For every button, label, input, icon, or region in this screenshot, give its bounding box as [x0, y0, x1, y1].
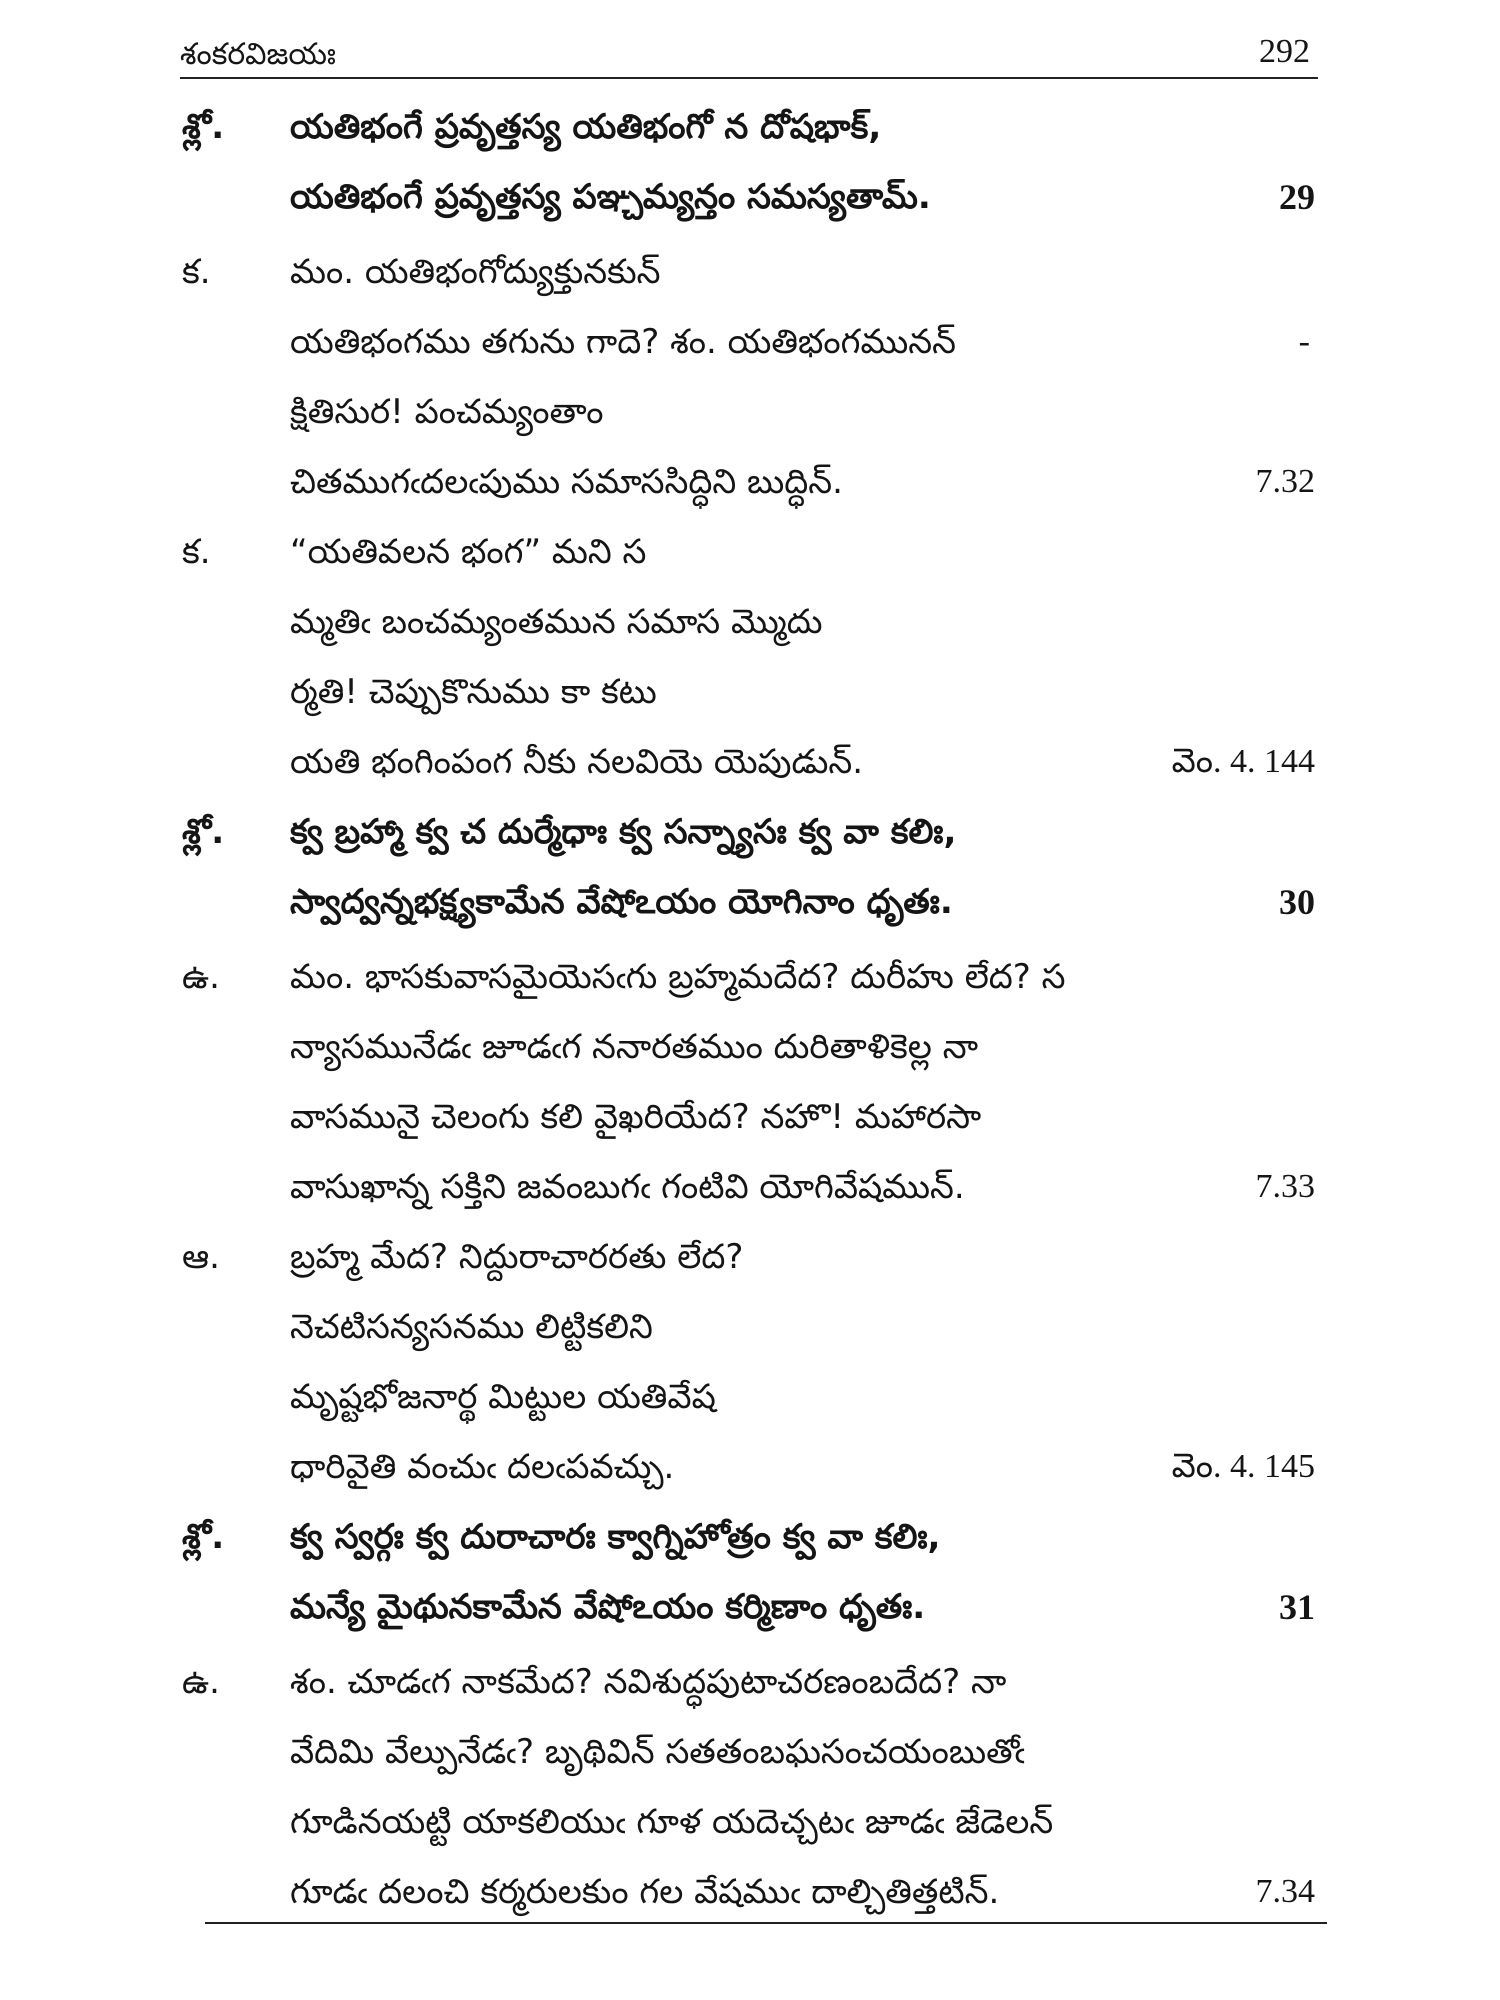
- verse-line: మ్మతిఁ బంచమ్యంతమున సమాస మ్మొదు: [290, 602, 823, 642]
- verse-line: యతి భంగింపంగ నీకు నలవియె యెపుడున్.: [290, 742, 864, 782]
- verse-line: వాసుఖాన్న సక్తిని జవంబుగఁ గంటివి యోగివేషమున్.: [290, 1167, 965, 1207]
- verse-line: వాసమునై చెలంగు కలి వైఖరియేద? నహొ! మహారసా: [290, 1097, 982, 1137]
- verse-line: చితముగఁదలఁపుము సమాససిద్ధిని బుద్ధిన్.: [290, 462, 843, 502]
- verse-line: వేదిమి వేల్పునేడఁ? బృథివిన్ సతతంబఘసంచయంబుతోఁ: [290, 1732, 1025, 1772]
- verse-line: యతిభంగే ప్రవృత్తస్య యతిభంగో న దోషభాక్,: [290, 107, 882, 147]
- verse-meter-marker: ఉ.: [182, 1662, 220, 1702]
- verse-line: మన్యే మైథునకామేన వేషోఽయం కర్మిణాం ధృతః.: [290, 1587, 926, 1627]
- verse-block: [0, 1650, 1500, 1930]
- verse-line: క్వ బ్రహ్మా క్వ చ దుర్మేధాః క్వ సన్న్యాసః క్వ వా కలిః,: [290, 812, 957, 852]
- verse-reference-number: 7.33: [1255, 1168, 1315, 1205]
- sloka-block: [0, 800, 1500, 940]
- verse-line: శం. చూడఁగ నాకమేద? నవిశుద్ధపుటాచరణంబదేద? నా: [290, 1662, 1007, 1702]
- verse-line: క్వ స్వర్గః క్వ దురాచారః క్వాగ్నిహోత్రం క్వ వా కలిః,: [290, 1517, 941, 1557]
- verse-block: [0, 1225, 1500, 1505]
- verse-block: [0, 240, 1500, 520]
- verse-meter-marker: క.: [182, 252, 211, 292]
- sloka-block: [0, 95, 1500, 235]
- verse-line: న్యాసమునేడఁ జూడఁగ ననారతముం దురితాళికెల్ల నా: [290, 1027, 979, 1067]
- verse-reference-number: 29: [1279, 177, 1315, 217]
- verse-meter-marker: క.: [182, 532, 211, 572]
- verse-meter-marker: శ్లో.: [182, 107, 225, 147]
- verse-line: నెచటిసన్యసనము లిట్టికలిని: [290, 1307, 653, 1347]
- verse-line: గూడఁ దలంచి కర్మరులకుం గల వేషముఁ దాల్చితిత్తటిన్.: [290, 1872, 1000, 1912]
- verse-line: స్వాద్వన్నభక్ష్యకామేన వేషోఽయం యోగినాం ధృతః.: [290, 882, 953, 922]
- verse-reference-number: వెం. 4. 144: [1171, 743, 1315, 780]
- verse-line: యతిభంగము తగును గాదె? శం. యతిభంగమునన్: [290, 322, 956, 362]
- verse-line: గూడినయట్టి యాకలియుఁ గూళ యదెచ్చటఁ జూడఁ జేడెలన్: [290, 1802, 1054, 1842]
- verse-line: క్షితిసుర! పంచమ్యంతాం: [290, 392, 604, 432]
- verse-block: [0, 520, 1500, 800]
- verse-line: మృష్టభోజనార్థ మిట్టుల యతివేష: [290, 1377, 716, 1417]
- page-number: 292: [1259, 33, 1310, 70]
- verse-reference-number: వెం. 4. 145: [1171, 1448, 1315, 1485]
- verse-line: మం. యతిభంగోద్యుక్తునకున్: [290, 252, 661, 292]
- verse-meter-marker: శ్లో.: [182, 812, 225, 852]
- verse-line: ధారివైతి వంచుఁ దలఁపవచ్చు.: [290, 1447, 675, 1487]
- verse-line: “యతివలన భంగ” మని స: [290, 532, 647, 572]
- footer-rule: [205, 1922, 1327, 1924]
- verse-reference-number: 30: [1279, 882, 1315, 922]
- running-header-title: శంకరవిజయః: [180, 37, 336, 72]
- verse-meter-marker: శ్లో.: [182, 1517, 225, 1557]
- verse-meter-marker: ఆ.: [182, 1237, 220, 1277]
- verse-line: యతిభంగే ప్రవృత్తస్య పఞ్చమ్యన్తం సమస్యతామ్.: [290, 177, 931, 217]
- sloka-block: [0, 1505, 1500, 1645]
- verse-line: ర్మతి! చెప్పుకొనుము కా కటు: [290, 672, 657, 712]
- verse-block: [0, 945, 1500, 1225]
- verse-reference-number: 7.32: [1255, 463, 1315, 500]
- verse-reference-number: 7.34: [1255, 1873, 1315, 1910]
- verse-line: బ్రహ్మ మేద? నిద్దురాచారరతు లేద?: [290, 1237, 744, 1277]
- header-rule: [180, 77, 1318, 79]
- verse-line: మం. భాసకువాసమైయెసఁగు బ్రహ్మమదేద? దురీహు లేద? స: [290, 957, 1066, 997]
- verse-meter-marker: ఉ.: [182, 957, 220, 997]
- verse-reference-number: 31: [1279, 1587, 1315, 1627]
- line-dash: -: [1298, 323, 1310, 360]
